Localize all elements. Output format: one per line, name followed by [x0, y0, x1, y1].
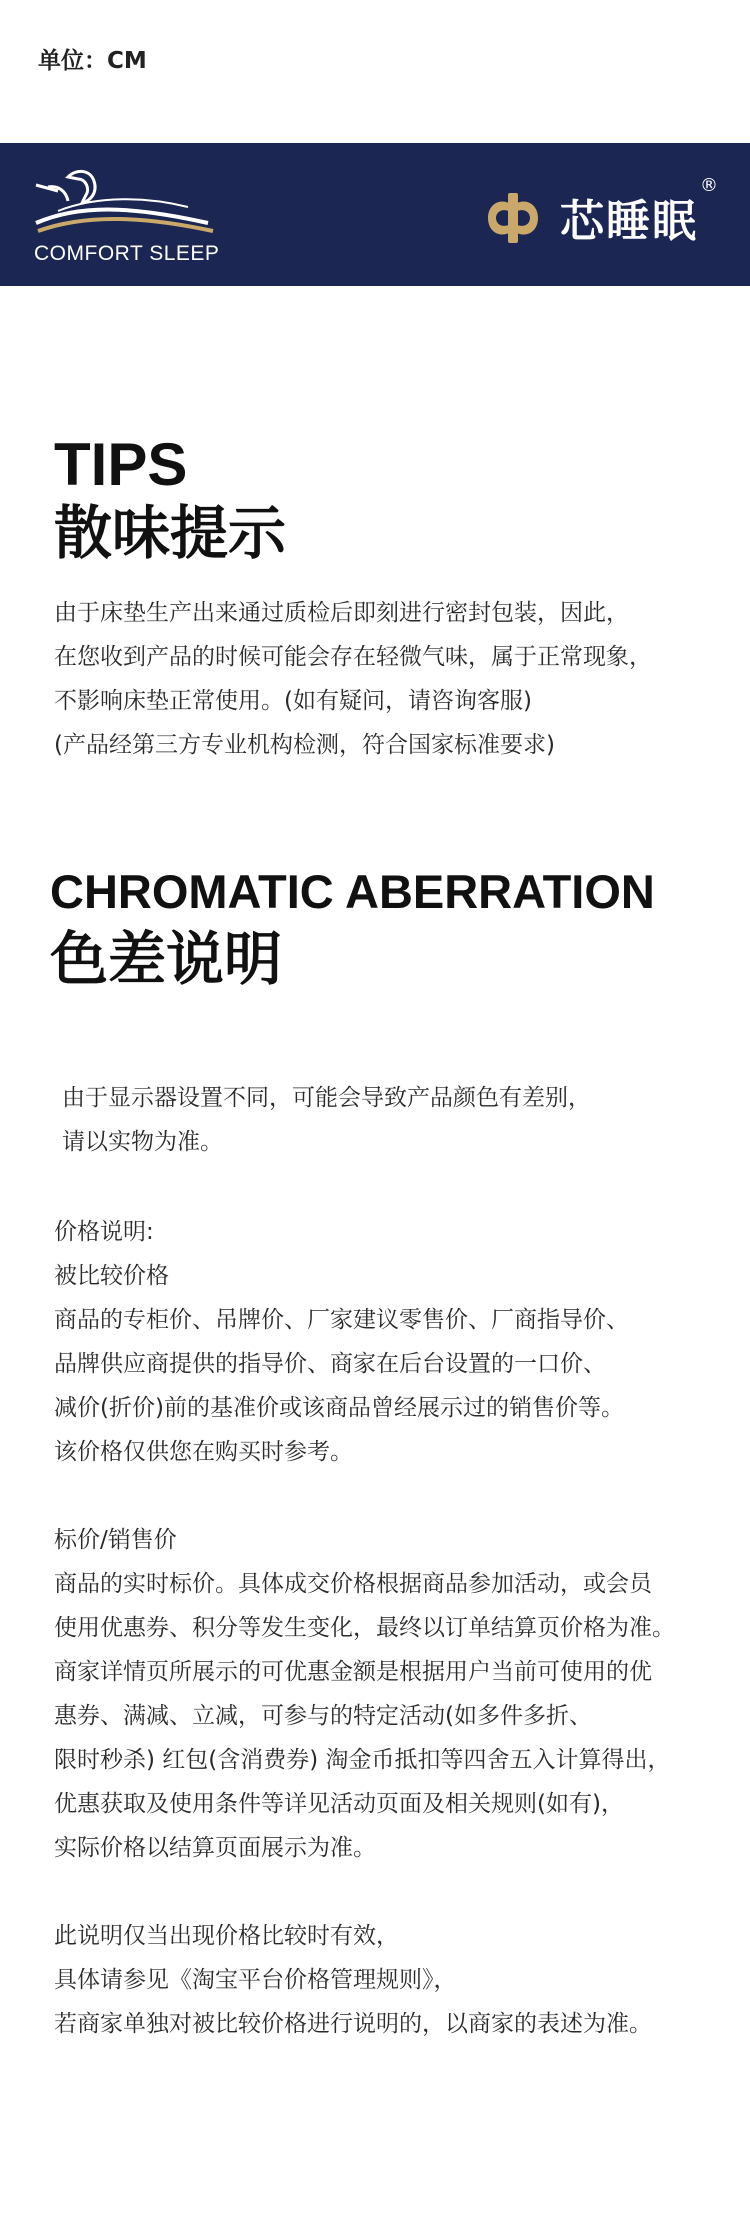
sale-line: 惠券、满减、立减，可参与的特定活动(如多件多折、: [54, 1703, 592, 1729]
brand-banner: [0, 143, 750, 286]
right-brand-name: 芯睡眠: [560, 196, 698, 247]
xinshuimian-logo-icon: [478, 183, 548, 253]
compare-line: 商品的专柜价、吊牌价、厂家建议零售价、厂商指导价、: [54, 1307, 629, 1333]
tips-line: (产品经第三方专业机构检测，符合国家标准要求): [54, 731, 555, 758]
tips-line: 由于床垫生产出来通过质检后即刻进行密封包装，因此，: [54, 599, 629, 626]
tips-section: [54, 432, 652, 767]
compare-line: 品牌供应商提供的指导价、商家在后台设置的一口价、: [54, 1351, 606, 1377]
chromatic-section: [50, 866, 655, 992]
chromatic-line: 请以实物为准。: [62, 1129, 223, 1155]
tips-title-cn: 散味提示: [54, 499, 287, 567]
note-line: 若商家单独对被比较价格进行说明的，以商家的表述为准。: [54, 2011, 652, 2037]
sale-line: 使用优惠券、积分等发生变化，最终以订单结算页价格为准。: [54, 1615, 675, 1641]
sale-line: 商家详情页所展示的可优惠金额是根据用户当前可使用的优: [54, 1659, 652, 1685]
tips-line: 不影响床垫正常使用。(如有疑问，请咨询客服): [54, 687, 532, 714]
compare-subheading: 被比较价格: [54, 1263, 169, 1289]
left-brand-name: COMFORT SLEEP: [34, 242, 220, 265]
compare-line: 减价(折价)前的基准价或该商品曾经展示过的销售价等。: [54, 1395, 624, 1421]
chromatic-title-en: CHROMATIC ABERRATION: [50, 865, 655, 918]
sale-line: 实际价格以结算页面展示为准。: [54, 1835, 376, 1861]
tips-title-en: TIPS: [54, 431, 188, 498]
chromatic-title-cn: 色差说明: [50, 924, 283, 993]
registered-mark: ®: [700, 175, 718, 196]
compare-line: 该价格仅供您在购买时参考。: [54, 1439, 353, 1465]
tips-line: 在您收到产品的时候可能会存在轻微气味，属于正常现象，: [54, 643, 652, 670]
sale-line: 优惠获取及使用条件等详见活动页面及相关规则(如有)，: [54, 1791, 624, 1817]
sale-line: 商品的实时标价。具体成交价格根据商品参加活动，或会员: [54, 1571, 652, 1597]
unit-label: 单位：CM: [38, 48, 147, 74]
tips-paragraph: [54, 591, 652, 767]
chromatic-paragraph: [62, 1076, 591, 1164]
sale-heading: 标价/销售价: [54, 1527, 177, 1553]
note-line: 此说明仅当出现价格比较时有效，: [54, 1923, 399, 1949]
price-heading: 价格说明:: [54, 1219, 154, 1245]
sale-line: 限时秒杀) 红包(含消费券) 淘金币抵扣等四舍五入计算得出，: [54, 1747, 671, 1773]
chromatic-line: 由于显示器设置不同，可能会导致产品颜色有差别，: [62, 1085, 591, 1111]
note-line: 具体请参见《淘宝平台价格管理规则》，: [54, 1967, 457, 1993]
price-section: [54, 1210, 675, 2046]
